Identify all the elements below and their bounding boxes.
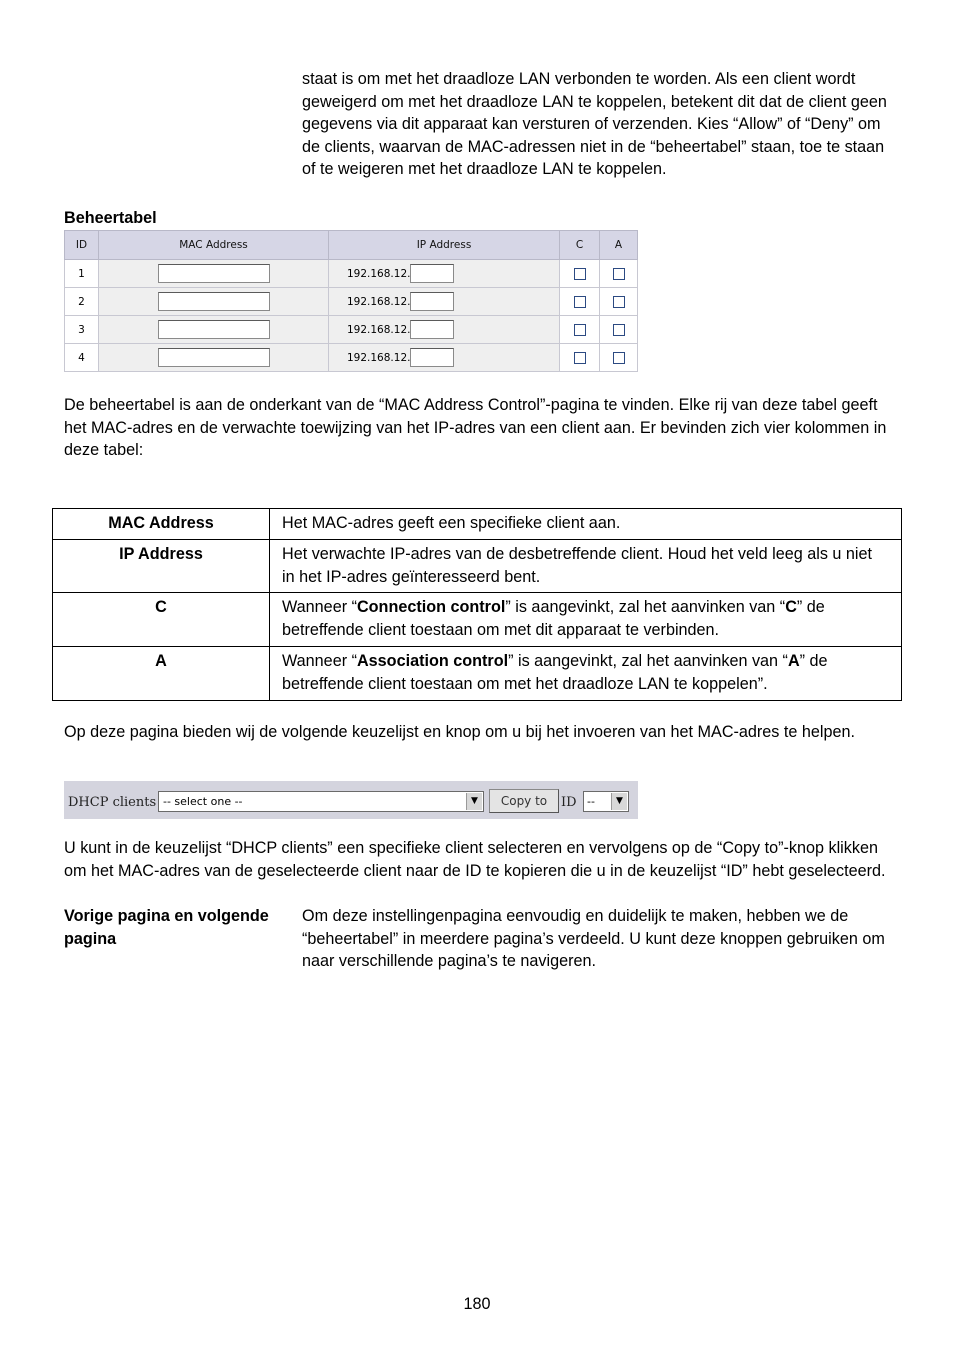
desc-bold-text: C: [785, 598, 797, 617]
definition-description: Het verwachte IP-adres van de desbetreffende client. Houd het veld leeg als u niet in het IP-adres geïnteresseerd bent.: [270, 539, 902, 593]
desc-text: Wanneer “: [282, 598, 357, 617]
a-cell: [600, 288, 638, 316]
dropdown-intro-paragraph: Op deze pagina bieden wij de volgende keuzelijst en knop om u bij het invoeren van het MAC-adres te helpen.: [64, 723, 855, 741]
mac-address-input[interactable]: [158, 348, 270, 367]
desc-text: ” de betreffende client toestaan om met het draadloze LAN te koppelen”.: [282, 651, 828, 693]
association-checkbox[interactable]: [613, 352, 625, 364]
prev-next-description: Om deze instellingenpagina eenvoudig en duidelijk te maken, hebben we de “beheertabel” in meerdere pagina’s verdeeld. U kunt deze knoppen gebruiken om naar verschillende pagina’s te navigeren.: [302, 907, 885, 971]
connection-checkbox[interactable]: [574, 324, 586, 336]
connection-checkbox[interactable]: [574, 268, 586, 280]
c-cell: [560, 316, 600, 344]
association-checkbox[interactable]: [613, 296, 625, 308]
ip-cell: [329, 288, 560, 316]
header-id: ID: [65, 231, 99, 260]
connection-checkbox[interactable]: [574, 352, 586, 364]
row-id: 4: [65, 344, 99, 372]
mac-address-input[interactable]: [158, 264, 270, 283]
a-cell: [600, 260, 638, 288]
mac-address-input[interactable]: [158, 292, 270, 311]
id-select[interactable]: [583, 791, 629, 812]
ip-suffix-input[interactable]: [410, 348, 454, 367]
association-checkbox[interactable]: [613, 268, 625, 280]
ip-cell: [329, 260, 560, 288]
table-row: [65, 344, 638, 372]
row-id: 1: [65, 260, 99, 288]
mac-address-input[interactable]: [158, 320, 270, 339]
a-cell: [600, 344, 638, 372]
dhcp-clients-label: DHCP clients: [68, 795, 157, 810]
definition-term: A: [53, 646, 270, 700]
intro-paragraph: staat is om met het draadloze LAN verbonden te worden. Als een client wordt geweigerd om met het draadloze LAN te koppelen, betekent dit dat de client geen gegevens via dit apparaat kan versturen of verzenden. Kies “Allow” of “Deny” om de clients, waarvan de MAC-adressen niet in de “beheertabel” staan, toe te staan of te weigeren met het draadloze LAN te koppelen.: [302, 70, 887, 179]
header-a: A: [600, 231, 638, 260]
ip-prefix: 192.168.12.: [347, 267, 411, 280]
dhcp-clients-select[interactable]: [158, 791, 484, 812]
management-table-header: [65, 231, 638, 260]
table-row: [65, 316, 638, 344]
mac-cell: [99, 344, 329, 372]
prev-next-term: Vorige pagina en volgende pagina: [64, 907, 269, 948]
ip-cell: [329, 316, 560, 344]
connection-checkbox[interactable]: [574, 296, 586, 308]
a-cell: [600, 316, 638, 344]
copy-to-button[interactable]: Copy to: [489, 789, 559, 813]
mac-cell: [99, 316, 329, 344]
desc-text: ” is aangevinkt, zal het aanvinken van “: [505, 598, 786, 617]
ip-suffix-input[interactable]: [410, 292, 454, 311]
management-table: [64, 230, 638, 372]
definition-term: C: [53, 593, 270, 647]
ip-prefix: 192.168.12.: [347, 323, 411, 336]
ip-suffix-input[interactable]: [410, 264, 454, 283]
dhcp-description-paragraph: U kunt in de keuzelijst “DHCP clients” een specifieke client selecteren en vervolgens op de “Copy to”-knop klikken om het MAC-adres van de geselecteerde client naar de ID te kopieren die u in de keuzelijst “ID” hebt geselecteerd.: [64, 839, 886, 880]
c-cell: [560, 288, 600, 316]
ip-suffix-input[interactable]: [410, 320, 454, 339]
desc-text: ” is aangevinkt, zal het aanvinken van “: [508, 651, 788, 670]
id-label: ID: [561, 795, 577, 810]
triangle-down-icon[interactable]: ▼: [466, 793, 482, 810]
triangle-down-icon[interactable]: ▼: [611, 793, 627, 810]
row-id: 3: [65, 316, 99, 344]
definition-description: [270, 593, 902, 647]
definition-term: IP Address: [53, 539, 270, 593]
definition-term: MAC Address: [53, 509, 270, 540]
ip-prefix: 192.168.12.: [347, 295, 411, 308]
definition-row: [53, 646, 902, 700]
table-row: [65, 260, 638, 288]
dhcp-clients-toolbar: [64, 781, 638, 819]
mac-cell: [99, 288, 329, 316]
desc-bold-text: Association control: [356, 651, 509, 670]
mac-cell: [99, 260, 329, 288]
header-ip-address: IP Address: [329, 231, 560, 260]
definition-row: [53, 593, 902, 647]
ip-prefix: 192.168.12.: [347, 351, 411, 364]
definition-description: Het MAC-adres geeft een specifieke client aan.: [270, 509, 902, 540]
section-label-beheertabel: Beheertabel: [64, 209, 157, 227]
definition-description: [270, 646, 902, 700]
header-c: C: [560, 231, 600, 260]
c-cell: [560, 260, 600, 288]
desc-text: Wanneer “: [282, 651, 357, 670]
definition-row: [53, 509, 902, 540]
table-description-paragraph: De beheertabel is aan de onderkant van de “MAC Address Control”-pagina te vinden. Elke rij van deze tabel geeft het MAC-adres en de verwachte toewijzing van het IP-adres van een client aan. Er bevinden zich vier kolommen in deze tabel:: [64, 396, 887, 460]
desc-bold-text: A: [787, 651, 800, 670]
association-checkbox[interactable]: [613, 324, 625, 336]
desc-bold-text: Connection control: [356, 598, 506, 617]
page-number: 180: [463, 1295, 491, 1313]
id-select-value: --: [587, 795, 595, 808]
definition-row: [53, 539, 902, 593]
dhcp-select-value: -- select one --: [163, 795, 243, 808]
c-cell: [560, 344, 600, 372]
definitions-table: [52, 508, 902, 701]
ip-cell: [329, 344, 560, 372]
row-id: 2: [65, 288, 99, 316]
header-mac-address: MAC Address: [99, 231, 329, 260]
desc-text: ” de betreffende client toestaan om met dit apparaat te verbinden.: [282, 598, 825, 640]
table-row: [65, 288, 638, 316]
